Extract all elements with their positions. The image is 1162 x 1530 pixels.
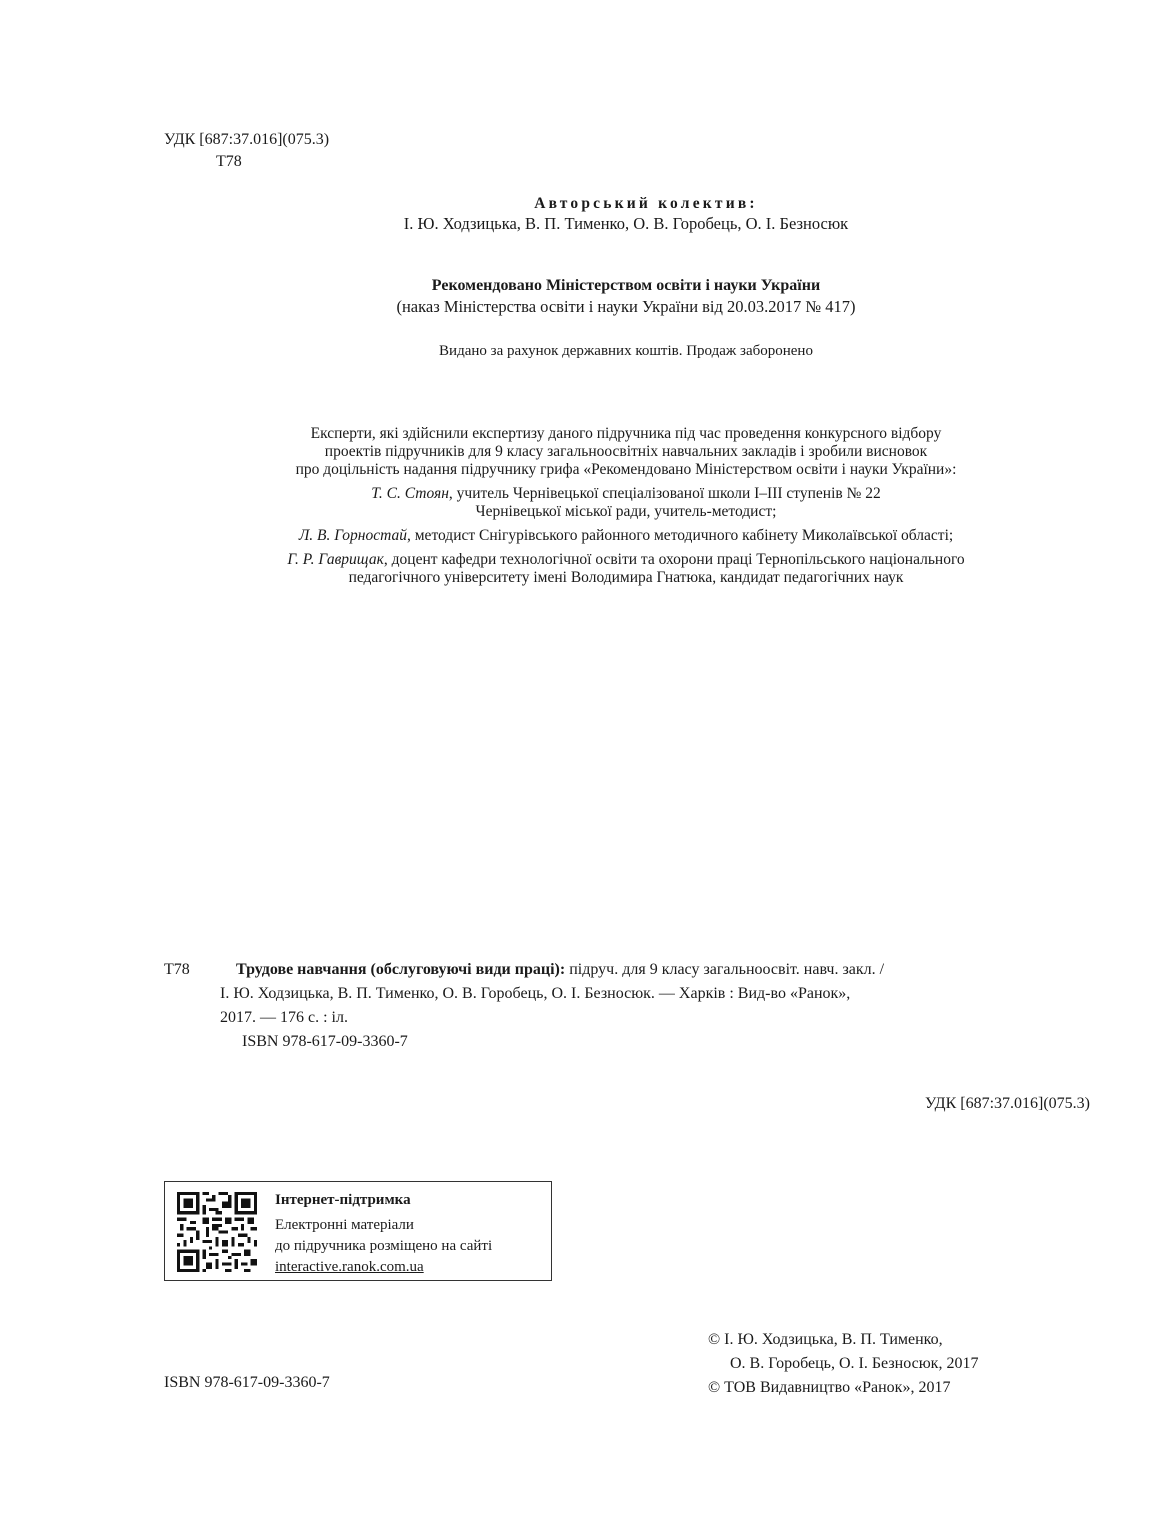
copyright-line-1: © І. Ю. Ходзицька, В. П. Тименко, — [708, 1331, 943, 1348]
expert-1-name: Т. С. Стоян — [371, 485, 449, 502]
expert-2-line1 — [0, 526, 1162, 546]
experts-intro-1: Експерти, які здійснили експертизу даного підручника під час проведення конкурсного відбору — [310, 425, 942, 442]
bib-description: підруч. для 9 класу загальноосвіт. навч. закл. / — [565, 961, 885, 978]
udk-header: УДК [687:37.016](075.3) — [164, 131, 330, 148]
recommendation-order: (наказ Міністерства освіти і науки України від 20.03.2017 № 417) — [396, 297, 856, 316]
bib-title: Трудове навчання (обслуговуючі види праці): — [236, 961, 566, 978]
experts-intro-2: проектів підручників для 9 класу загальноосвітніх навчальних закладів і зробили висновок — [324, 443, 928, 460]
support-text — [275, 1190, 550, 1278]
classification-code: Т78 — [216, 153, 242, 170]
support-title: Інтернет-підтримка — [275, 1192, 411, 1208]
expert-2-position: , методист Снігурівського районного методичного кабінету Миколаївської області; — [407, 527, 954, 544]
funding-note: Видано за рахунок державних коштів. Продаж заборонено — [439, 343, 813, 359]
experts-intro-3: про доцільність надання підручнику грифа «Рекомендовано Міністерством освіти і науки України»: — [295, 461, 957, 478]
copyright-block — [708, 1328, 1128, 1400]
expert-1-line1 — [0, 484, 1162, 504]
support-website-link[interactable]: interactive.ranok.com.ua — [275, 1259, 424, 1275]
udk-footer: УДК [687:37.016](075.3) — [924, 1095, 1090, 1112]
authors-heading: Авторський колектив: — [534, 195, 758, 212]
bib-line-2: І. Ю. Ходзицька, В. П. Тименко, О. В. Горобець, О. І. Безносюк. — Харків : Вид-во «Ранок», — [220, 985, 851, 1002]
expert-2-name: Л. В. Горностай — [298, 527, 407, 544]
expert-3-position: , доцент кафедри технологічної освіти та охорони праці Тернопільського національного — [383, 551, 965, 568]
internet-support-box — [164, 1181, 552, 1281]
expert-1-position: , учитель Чернівецької спеціалізованої школи І–ІІІ ступенів № 22 — [448, 485, 881, 502]
bib-line-3: 2017. — 176 с. : іл. — [220, 1009, 348, 1026]
expert-1-line2: Чернівецької міської ради, учитель-методист; — [475, 503, 777, 520]
expert-3-name: Г. Р. Гаврищак — [287, 551, 384, 568]
footer-isbn: ISBN 978-617-09-3360-7 — [164, 1374, 330, 1391]
bib-line-1 — [236, 958, 1090, 982]
support-line-2: до підручника розміщено на сайті — [275, 1238, 493, 1254]
expert-3-line1 — [0, 550, 1162, 570]
expert-3-line2: педагогічного університету імені Володимира Гнатюка, кандидат педагогічних наук — [348, 569, 904, 586]
authors-names: І. Ю. Ходзицька, В. П. Тименко, О. В. Горобець, О. І. Безносюк — [403, 214, 849, 233]
qr-code-icon[interactable] — [177, 1192, 257, 1272]
bib-code: Т78 — [164, 961, 190, 978]
copyright-line-2: О. В. Горобець, О. І. Безносюк, 2017 — [730, 1355, 979, 1372]
recommendation-title: Рекомендовано Міністерством освіти і науки України — [431, 277, 821, 294]
support-line-1: Електронні матеріали — [275, 1217, 414, 1233]
copyright-line-3: © ТОВ Видавництво «Ранок», 2017 — [708, 1379, 951, 1396]
bib-isbn: ISBN 978-617-09-3360-7 — [242, 1033, 408, 1050]
